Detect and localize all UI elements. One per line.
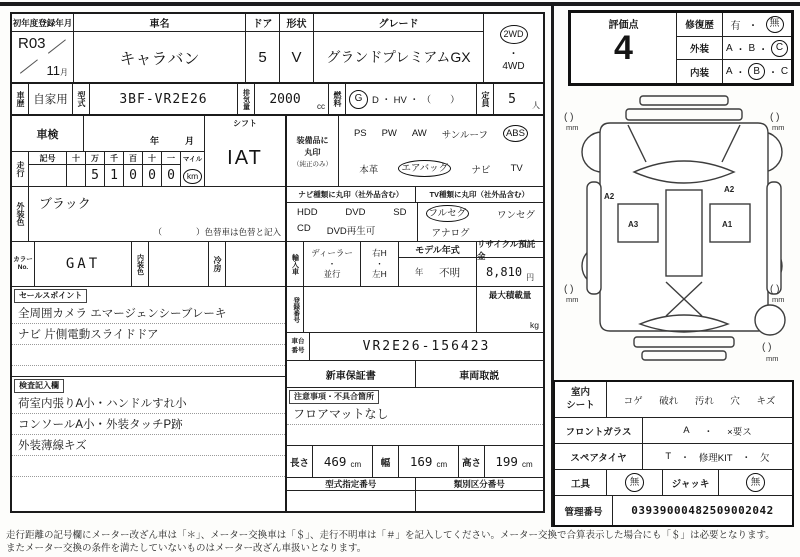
spare-tire-row <box>555 444 792 470</box>
caution-tag: 注意事項・不具合箇所 <box>289 390 379 404</box>
repair-history-row <box>677 13 791 37</box>
option-dot: ・ <box>768 68 779 80</box>
digit-value: 0 <box>167 168 175 183</box>
docs-section <box>287 361 543 388</box>
reg-era-year: R03 <box>18 35 46 52</box>
import-section <box>287 238 543 287</box>
footer-notes <box>6 530 796 556</box>
damage-code-a1: A1 <box>722 220 733 229</box>
windshield-label: フロントガラス <box>555 418 643 443</box>
equipment-label-3: （純正のみ） <box>293 160 332 168</box>
tv-fullseg-circled: フルセグ <box>426 205 470 222</box>
spare-t: T <box>665 451 672 462</box>
digit-value <box>67 165 85 186</box>
registration-section <box>287 287 543 333</box>
type-designation-value <box>287 491 416 511</box>
interior-grade-label: 内装 <box>677 60 723 83</box>
dimensions-section <box>287 446 543 478</box>
equipment-label-1: 装備品に <box>296 135 329 145</box>
mileage-label: 走行 <box>12 152 29 186</box>
grade-value: グランドプレミアムGX <box>326 49 471 65</box>
spare-tire <box>755 305 785 335</box>
mm-label: mm <box>772 295 785 304</box>
spare-tire-label: スペアタイヤ <box>555 444 643 469</box>
handle-right: 右H <box>372 248 387 259</box>
interior-a: A <box>725 66 733 78</box>
warranty-book-label: 新車保証書 <box>287 361 416 387</box>
option-dot: ・ <box>680 452 690 464</box>
management-number-row <box>555 496 792 525</box>
spare-missing: 欠 <box>760 452 770 464</box>
equip-sunroof: サンルーフ <box>441 129 489 141</box>
score-label: 評価点 <box>608 20 639 31</box>
length-label: 長さ <box>287 446 313 477</box>
option-dot: ・ <box>758 44 769 56</box>
reg-month: 11月 <box>46 63 68 78</box>
equip-airbag-circled: エアバッグ <box>398 160 451 177</box>
model-code-value: 3BF-VR2E26 <box>119 91 208 107</box>
km-unit-circled: km <box>183 169 202 184</box>
digit-value: 1 <box>110 168 118 183</box>
digit-header: 十 <box>67 152 85 165</box>
equipment-label-2: 丸印 <box>304 147 321 157</box>
exterior-color-value: ブラック <box>39 196 91 211</box>
displacement-value: 2000 <box>269 91 301 107</box>
interior-grade-row <box>677 60 791 83</box>
width-value: 169 <box>409 454 433 469</box>
digit-header: 一 <box>162 152 180 165</box>
mm-label: mm <box>566 123 579 132</box>
chassis-value: VR2E26-156423 <box>362 339 491 354</box>
aircon-label: 冷房 <box>209 242 226 286</box>
footer-line-2: またメーター交換の条件を満たしていないものはメーター改ざん車扱いとなります。 <box>6 542 367 554</box>
seat-stain: 汚れ <box>694 395 714 407</box>
exterior-color-section <box>12 187 285 242</box>
type-number-section <box>287 478 543 511</box>
exterior-b: B <box>748 42 756 54</box>
history-label: 車歴 <box>12 84 29 114</box>
color-no-label-2: No. <box>17 264 29 271</box>
interior-c: C <box>780 66 789 78</box>
recycle-value: 8,810 <box>485 265 523 279</box>
inspector-note-line-empty <box>12 456 285 477</box>
inspector-note-line: 外装薄線キズ <box>12 435 285 456</box>
import-dealer: ディーラー <box>311 248 353 259</box>
exterior-grade-row <box>677 37 791 61</box>
shape-label: 形状 <box>280 14 313 32</box>
inspector-notes-tag: 検査記入欄 <box>14 379 64 393</box>
width-unit: cm <box>436 460 448 469</box>
management-number-value: 03939000482509002042 <box>631 504 774 517</box>
shaken-mileage-section <box>12 116 285 187</box>
tool-none-circled: 無 <box>625 473 644 492</box>
spec-row <box>12 84 543 116</box>
chassis-label-1: 車台 <box>291 338 305 346</box>
condition-table <box>553 380 794 527</box>
shift-label: シフト <box>233 118 257 128</box>
main-spec-table <box>10 12 545 513</box>
displacement-unit: cc <box>317 102 325 111</box>
digit-value: 5 <box>91 168 99 183</box>
inspector-notes-section <box>12 377 285 511</box>
import-dot: ・ <box>327 258 337 269</box>
car-name-label: 車名 <box>74 14 245 32</box>
diagonal-slash <box>48 39 66 54</box>
door-cell <box>246 14 280 82</box>
seat-condition-row <box>555 382 792 418</box>
digit-header: 十 <box>143 152 161 165</box>
seat-burn: コゲ <box>623 395 643 407</box>
shaken-month-unit: 月 <box>184 136 194 146</box>
seat-scratch: キズ <box>756 395 776 407</box>
exterior-grade-label: 外装 <box>677 37 723 60</box>
door-value: 5 <box>258 48 267 66</box>
footer-line-1: 走行距離の記号欄にメーター改ざん車は「＊」、メーター交換車は「＄」、走行不明車は「＃」を記入してください。メーター交換で合算表示した場合にも「＄」は必要となります。 <box>6 530 775 541</box>
header-row <box>12 14 543 84</box>
repair-history-label: 修復歴 <box>677 13 723 36</box>
tv-oneseg: ワンセグ <box>496 209 535 221</box>
height-label: 高さ <box>459 446 485 477</box>
model-year-value: 不明 <box>439 266 461 279</box>
exterior-c-circled: C <box>771 40 788 57</box>
evaluation-box <box>568 10 794 86</box>
seat-label-1: 室内 <box>570 387 590 399</box>
registration-label: 登録番号 <box>287 287 304 332</box>
interior-b-circled: B <box>748 63 765 80</box>
front-panel <box>626 109 742 120</box>
mile-unit-label: マイル <box>182 156 203 163</box>
sales-points-tag: セールスポイント <box>14 289 87 303</box>
middle-column <box>287 116 543 511</box>
capacity-label: 定員 <box>477 84 494 114</box>
import-parallel: 並行 <box>323 269 341 280</box>
option-dot: ・ <box>748 20 758 32</box>
damage-code-a2-right: A2 <box>724 185 735 194</box>
mileage-symbol-value <box>29 165 66 186</box>
displacement-label: 排気量 <box>238 84 255 114</box>
inspector-note-line: 荷室内張りA小・ハンドルすれ小 <box>12 393 285 414</box>
owner-manual-label: 車両取説 <box>459 370 500 382</box>
color-no-value: GAT <box>35 242 132 286</box>
tire-depth-bracket: ( ) <box>762 342 772 353</box>
option-dot: ・ <box>741 452 752 464</box>
fuel-other-options: D ・ HV ・ （ ） <box>372 95 460 106</box>
first-registration-value <box>12 32 73 82</box>
digit-value: 0 <box>129 168 137 183</box>
car-diagram <box>556 92 796 372</box>
windshield-x: ×要ス <box>727 426 752 438</box>
color-no-section <box>12 242 285 287</box>
front-bumper <box>640 96 728 105</box>
type-designation-label: 型式指定番号 <box>287 478 416 490</box>
sales-point-line: ナビ 片側電動スライドドア <box>12 324 285 345</box>
top-border-line <box>0 2 800 6</box>
damage-code-a2-left: A2 <box>604 192 615 201</box>
history-value: 自家用 <box>33 94 68 106</box>
mileage-symbol-header: 記号 <box>29 152 66 165</box>
score-value: 4 <box>614 29 633 67</box>
shaken-label: 車検 <box>12 116 84 151</box>
nav-type-header: ナビ種類に丸印（社外品含む） <box>287 187 416 202</box>
import-label: 輸入車 <box>287 242 304 286</box>
management-number-label: 管理番号 <box>555 496 613 525</box>
first-registration-cell <box>12 14 74 82</box>
digit-header: 百 <box>124 152 142 165</box>
caution-line-empty <box>287 425 543 446</box>
equip-pw: PW <box>381 128 397 139</box>
width-label: 幅 <box>373 446 399 477</box>
fuel-gasoline-circled: G <box>349 90 368 109</box>
first-registration-label: 初年度登録年月 <box>12 14 73 32</box>
digit-value: 0 <box>148 168 156 183</box>
diagonal-slash <box>20 59 38 74</box>
seat-tear: 破れ <box>659 395 679 407</box>
repair-yes: 有 <box>730 20 741 32</box>
option-dot: ・ <box>735 44 746 56</box>
damage-code-a3: A3 <box>628 220 639 229</box>
equip-ps: PS <box>353 128 367 139</box>
sales-point-line: 全周囲カメラ エマージェンシーブレーキ <box>12 303 285 324</box>
model-year-label: モデル年式 <box>399 242 476 258</box>
mm-label: mm <box>566 295 579 304</box>
caution-section <box>287 388 543 446</box>
drive-dot: ・ <box>508 48 519 60</box>
inspector-note-line-empty <box>12 477 285 498</box>
spare-repair-kit: 修理KIT <box>698 452 733 464</box>
seat-label-2: シート <box>566 399 595 411</box>
shift-value: IAT <box>227 146 263 169</box>
max-load-label: 最大積載量 <box>488 290 532 300</box>
inspector-note-line: コンソールA小・外装タッチP跡 <box>12 414 285 435</box>
nav-sd: SD <box>393 207 407 219</box>
tire-depth-bracket: ( ) <box>564 112 574 123</box>
shaken-year-unit: 年 <box>149 136 159 146</box>
caution-line: フロアマットなし <box>287 404 543 425</box>
equip-abs-circled: ABS <box>503 125 528 142</box>
chassis-label-2: 番号 <box>291 346 305 354</box>
rear-panel <box>634 337 734 347</box>
repair-no-circled: 無 <box>766 16 784 33</box>
equip-leather: 本革 <box>359 164 379 176</box>
option-dot: ・ <box>735 68 746 80</box>
interior-color-label: 内装色 <box>132 242 149 286</box>
exterior-color-label: 外装色 <box>12 187 29 241</box>
equip-tv: TV <box>510 163 523 174</box>
tire-depth-bracket: ( ) <box>564 284 574 295</box>
digit-header: 万 <box>86 152 104 165</box>
left-side-panel <box>587 182 601 294</box>
color-change-note: （ ）色替車は色替と記入 <box>153 227 281 237</box>
rear-bumper <box>642 351 726 360</box>
model-code-label: 型式 <box>73 84 90 114</box>
aircon-value <box>226 242 285 286</box>
capacity-value: 5 <box>508 91 516 107</box>
recycle-label: リサイクル預託金 <box>477 242 543 258</box>
handle-left: 左H <box>372 269 387 280</box>
jack-none-circled: 無 <box>746 473 765 492</box>
classification-label: 類別区分番号 <box>453 479 505 489</box>
right-side-panel <box>767 182 781 294</box>
tire-depth-bracket: ( ) <box>770 284 780 295</box>
tv-analog: アナログ <box>431 227 470 239</box>
tire-depth-bracket: ( ) <box>770 112 780 123</box>
length-unit: cm <box>350 460 362 469</box>
classification-value <box>416 491 544 511</box>
fuel-label: 燃料 <box>329 84 346 114</box>
jack-label: ジャッキ <box>663 470 719 495</box>
car-name-cell <box>74 14 246 82</box>
nav-hdd: HDD <box>297 207 318 219</box>
registration-value <box>304 287 477 332</box>
windshield-a: A <box>683 425 690 436</box>
windshield-row <box>555 418 792 444</box>
shape-cell <box>280 14 314 82</box>
nav-dvd: DVD <box>345 207 366 219</box>
equip-aw: AW <box>411 128 427 139</box>
drive-type-cell <box>484 14 543 82</box>
car-name-value: キャラバン <box>119 50 200 68</box>
digit-header: 千 <box>105 152 123 165</box>
tool-label: 工具 <box>555 470 607 495</box>
mm-label: mm <box>766 354 779 363</box>
nav-tv-section <box>287 187 543 242</box>
nav-dvd-play: DVD再生可 <box>326 225 376 237</box>
capacity-unit: 人 <box>532 101 540 110</box>
chassis-section <box>287 333 543 361</box>
grade-cell <box>314 14 484 82</box>
nav-cd: CD <box>297 222 311 234</box>
color-no-label-1: カラー <box>13 255 33 263</box>
max-load-kg: kg <box>530 320 539 330</box>
drive-4wd: 4WD <box>502 60 525 72</box>
equip-navi: ナビ <box>471 164 491 176</box>
height-unit: cm <box>521 460 533 469</box>
option-dot: ・ <box>703 426 714 438</box>
shape-value: V <box>291 48 302 66</box>
handle-dot: ・ <box>375 258 384 269</box>
recycle-yen: 円 <box>526 273 535 282</box>
drive-2wd-circled: 2WD <box>500 25 528 44</box>
equipment-section <box>287 116 543 187</box>
tv-type-header: TV種類に丸印（社外品含む） <box>429 190 530 199</box>
seat-hole: 穴 <box>730 395 740 407</box>
grade-label: グレード <box>314 14 483 32</box>
door-label: ドア <box>246 14 279 32</box>
length-value: 469 <box>323 454 347 469</box>
lower-band <box>12 116 543 511</box>
sales-points-section <box>12 287 285 377</box>
mm-label: mm <box>772 123 785 132</box>
sales-point-line-empty <box>12 345 285 366</box>
left-column <box>12 116 287 511</box>
tool-jack-row <box>555 470 792 496</box>
height-value: 199 <box>495 454 518 469</box>
model-year-unit: 年 <box>414 267 424 277</box>
exterior-a: A <box>725 42 733 54</box>
interior-color-value <box>149 242 209 286</box>
